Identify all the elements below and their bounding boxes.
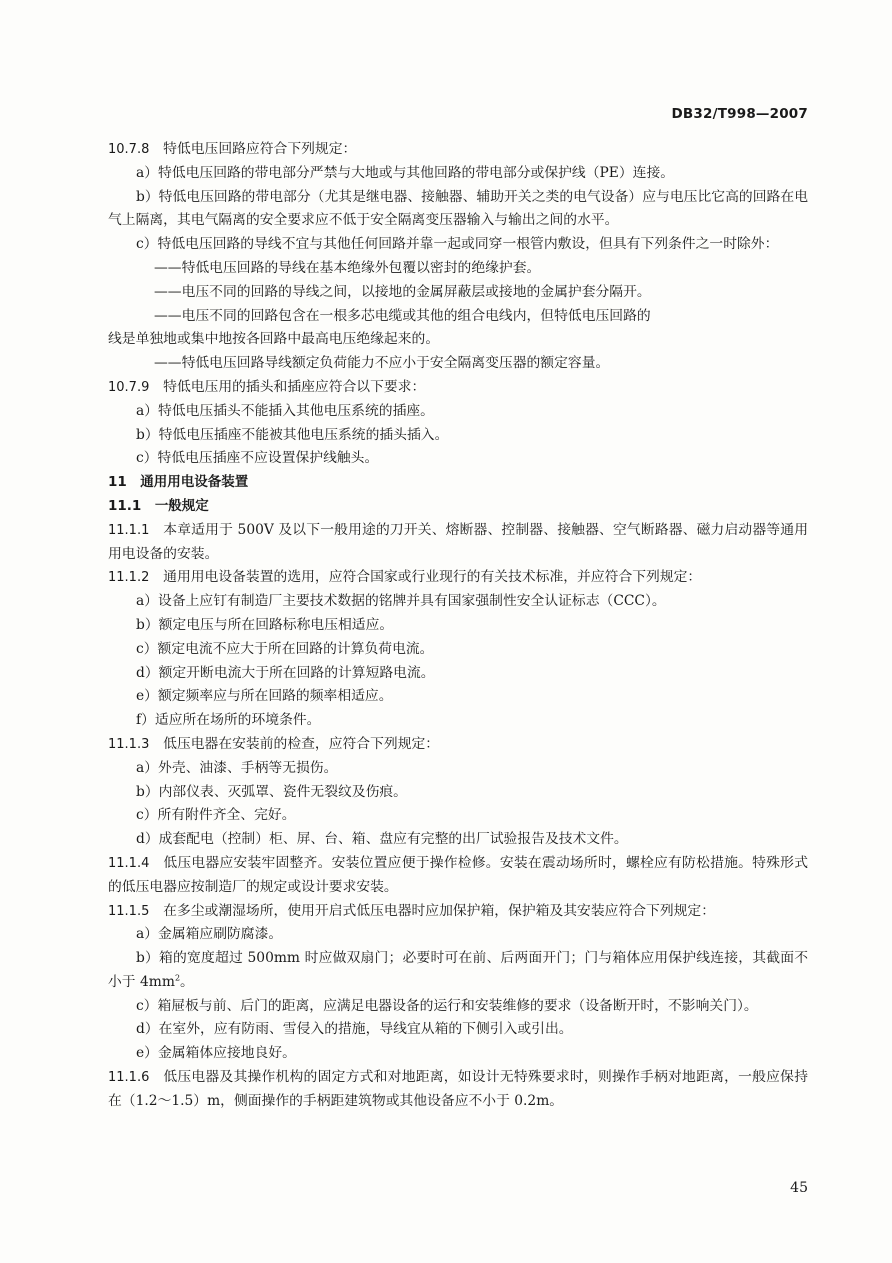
dash-item bbox=[108, 257, 808, 281]
list-item-text: f）适应所在场所的环境条件。 bbox=[136, 712, 321, 729]
dash-item bbox=[108, 281, 808, 305]
list-item bbox=[108, 590, 808, 614]
clause-paragraph bbox=[108, 733, 808, 757]
list-item bbox=[108, 804, 808, 828]
list-item-text: c）额定电流不应大于所在回路的计算负荷电流。 bbox=[136, 640, 434, 657]
list-item-text: a）设备上应钉有制造厂主要技术数据的铭牌并具有国家强制性安全认证标志（CCC）。 bbox=[136, 593, 666, 610]
clause-paragraph bbox=[108, 376, 808, 400]
paragraph-text: 线是单独地或集中地按各回路中最高电压绝缘起来的。 bbox=[108, 331, 440, 348]
clause-paragraph bbox=[108, 900, 808, 924]
list-item bbox=[108, 1018, 808, 1042]
dash-item bbox=[108, 305, 808, 329]
standard-code: DB32/T998—2007 bbox=[671, 106, 808, 122]
section-number: 11.1 bbox=[108, 497, 142, 514]
section-heading bbox=[108, 471, 808, 495]
list-item bbox=[108, 709, 808, 733]
clause-text: 本章适用于 500V 及以下一般用途的刀开关、熔断器、控制器、接触器、空气断路器、磁力启动器等通用用电设备的安装。 bbox=[108, 521, 808, 562]
clause-number: 10.7.9 bbox=[108, 379, 150, 395]
dash-item bbox=[108, 352, 808, 376]
list-item bbox=[108, 781, 808, 805]
list-item-text: d）在室外，应有防雨、雪侵入的措施，导线宜从箱的下侧引入或引出。 bbox=[136, 1021, 573, 1038]
list-item-text: d）成套配电（控制）柜、屏、台、箱、盘应有完整的出厂试验报告及技术文件。 bbox=[136, 831, 628, 848]
list-item-text: c）特低电压插座不应设置保护线触头。 bbox=[136, 450, 379, 467]
clause-text: 通用用电设备装置的选用，应符合国家或行业现行的有关技术标准，并应符合下列规定： bbox=[163, 569, 702, 586]
list-item-text: a）金属箱应刷防腐漆。 bbox=[136, 926, 283, 943]
list-item-text: e）金属箱体应接地良好。 bbox=[136, 1045, 296, 1062]
list-item-text: a）外壳、油漆、手柄等无损伤。 bbox=[136, 759, 338, 776]
clause-paragraph bbox=[108, 566, 808, 590]
section-title: 通用用电设备装置 bbox=[140, 474, 249, 491]
list-item-text: c）箱屉板与前、后门的距离，应满足电器设备的运行和安装维修的要求（设备断开时，不影响关门）。 bbox=[136, 997, 758, 1014]
list-item bbox=[108, 424, 808, 448]
list-item bbox=[108, 162, 808, 186]
section-number: 11 bbox=[108, 474, 127, 491]
list-item bbox=[108, 614, 808, 638]
section-heading bbox=[108, 495, 808, 519]
page-number: 45 bbox=[790, 1180, 808, 1196]
dash-item-text: ——特低电压回路导线额定负荷能力不应小于安全隔离变压器的额定容量。 bbox=[154, 355, 610, 372]
clause-number: 11.1.5 bbox=[108, 903, 150, 919]
clause-number: 11.1.2 bbox=[108, 570, 150, 586]
document-body bbox=[108, 138, 808, 1114]
clause-text: 特低电压用的插头和插座应符合以下要求： bbox=[163, 378, 426, 395]
list-item bbox=[108, 685, 808, 709]
continuation-line bbox=[108, 328, 808, 352]
list-item bbox=[108, 233, 808, 257]
list-item-text: c）所有附件齐全、完好。 bbox=[136, 807, 296, 824]
list-item-text: b）特低电压插座不能被其他电压系统的插头插入。 bbox=[136, 426, 449, 443]
dash-item-text: ——电压不同的回路包含在一根多芯电缆或其他的组合电线内，但特低电压回路的 bbox=[154, 307, 651, 324]
list-item bbox=[108, 923, 808, 947]
clause-number: 11.1.3 bbox=[108, 736, 150, 752]
list-item-tail: 。 bbox=[180, 973, 194, 990]
list-item bbox=[108, 638, 808, 662]
list-item-text: a）特低电压插头不能插入其他电压系统的插座。 bbox=[136, 402, 434, 419]
list-item bbox=[108, 995, 808, 1019]
list-item bbox=[108, 662, 808, 686]
list-item bbox=[108, 447, 808, 471]
clause-text: 低压电器及其操作机构的固定方式和对地距离，如设计无特殊要求时，则操作手柄对地距离，一般应保持在（1.2～1.5）m，侧面操作的手柄距建筑物或其他设备应不小于 0.2m。 bbox=[108, 1069, 808, 1109]
clause-text: 低压电器应安装牢固整齐。安装位置应便于操作检修。安装在震动场所时，螺栓应有防松措施。特殊形式的低压电器应按制造厂的规定或设计要求安装。 bbox=[108, 854, 808, 895]
list-item-text: e）额定频率应与所在回路的频率相适应。 bbox=[136, 688, 393, 705]
clause-text: 在多尘或潮湿场所，使用开启式低压电器时应加保护箱，保护箱及其安装应符合下列规定： bbox=[163, 902, 716, 919]
clause-paragraph bbox=[108, 852, 808, 900]
list-item-text: a）特低电压回路的带电部分严禁与大地或与其他回路的带电部分或保护线（PE）连接。 bbox=[136, 164, 675, 181]
dash-item-text: ——电压不同的回路的导线之间，以接地的金属屏蔽层或接地的金属护套分隔开。 bbox=[154, 283, 651, 300]
clause-number: 10.7.8 bbox=[108, 142, 150, 157]
clause-paragraph bbox=[108, 519, 808, 567]
clause-paragraph bbox=[108, 138, 808, 162]
list-item-text: b）特低电压回路的带电部分（尤其是继电器、接触器、辅助开关之类的电气设备）应与电压比它高的回路在电气上隔离，其电气隔离的安全要求应不低于安全隔离变压器输入与输出之间的水平。 bbox=[108, 188, 808, 229]
list-item-text: d）额定开断电流大于所在回路的计算短路电流。 bbox=[136, 664, 435, 681]
list-item-text: b）额定电压与所在回路标称电压相适应。 bbox=[136, 616, 394, 633]
list-item bbox=[108, 186, 808, 234]
list-item bbox=[108, 947, 808, 995]
clause-paragraph bbox=[108, 1066, 808, 1114]
clause-text: 低压电器在安装前的检查，应符合下列规定： bbox=[163, 735, 440, 752]
superscript: 2 bbox=[174, 973, 181, 983]
clause-text: 特低电压回路应符合下列规定： bbox=[163, 141, 357, 157]
list-item bbox=[108, 828, 808, 852]
list-item-text: c）特低电压回路的导线不宜与其他任何回路并靠一起或同穿一根管内敷设，但具有下列条件之一时除外： bbox=[136, 236, 779, 253]
clause-number: 11.1.6 bbox=[108, 1070, 150, 1086]
list-item-text: b）内部仪表、灭弧罩、瓷件无裂纹及伤痕。 bbox=[136, 783, 407, 800]
section-title: 一般规定 bbox=[154, 497, 209, 514]
clause-number: 11.1.1 bbox=[108, 522, 150, 538]
list-item bbox=[108, 757, 808, 781]
clause-number: 11.1.4 bbox=[108, 855, 150, 871]
list-item bbox=[108, 400, 808, 424]
list-item bbox=[108, 1042, 808, 1066]
list-item-text: b）箱的宽度超过 500mm 时应做双扇门；必要时可在前、后两面开门；门与箱体应用保护线连接，其截面不小于 4mm bbox=[108, 950, 808, 990]
dash-item-text: ——特低电压回路的导线在基本绝缘外包覆以密封的绝缘护套。 bbox=[154, 259, 541, 276]
